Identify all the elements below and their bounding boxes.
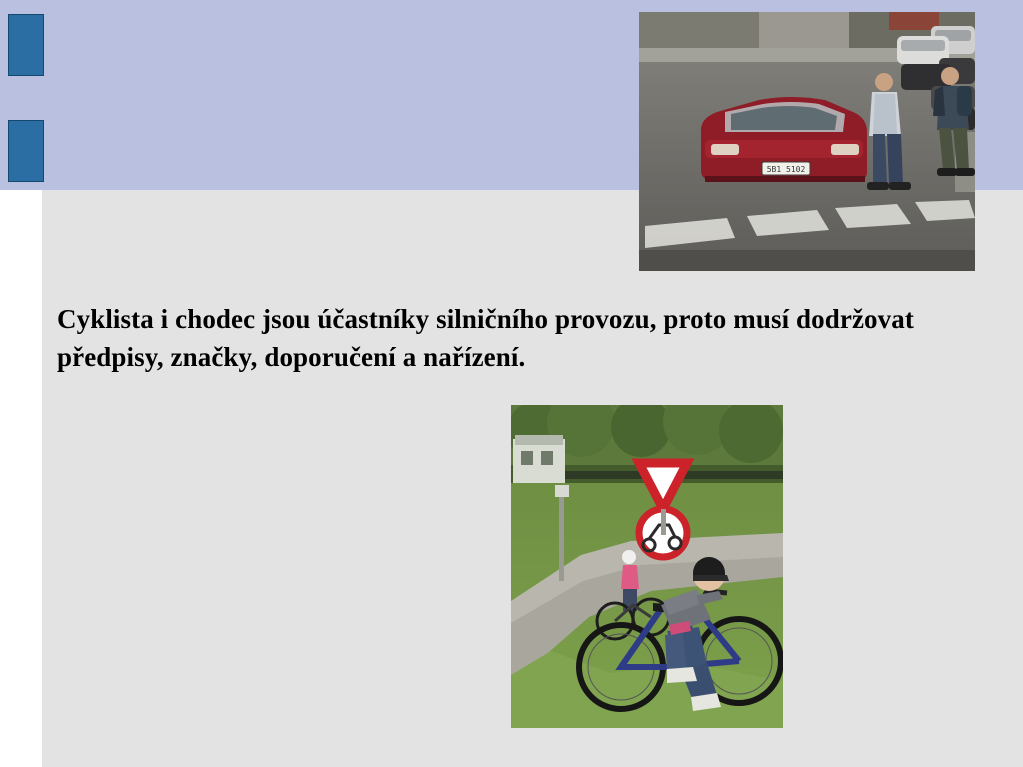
red-car bbox=[701, 97, 867, 182]
blue-square-2 bbox=[8, 120, 44, 182]
photo-cyclists-on-path bbox=[511, 405, 783, 728]
photo-pedestrian-crossing-graphic bbox=[639, 12, 975, 271]
left-gutter bbox=[0, 190, 42, 767]
photo-cyclists-graphic bbox=[511, 405, 783, 728]
blue-square-1 bbox=[8, 14, 44, 76]
svg-text:5B1 5102: 5B1 5102 bbox=[766, 165, 806, 174]
photo-pedestrian-crossing bbox=[639, 12, 975, 271]
slide-body-text: Cyklista i chodec jsou účastníky silničního provozu, proto musí dodržovat předpisy, značky, doporučení a nařízení. bbox=[57, 304, 914, 373]
